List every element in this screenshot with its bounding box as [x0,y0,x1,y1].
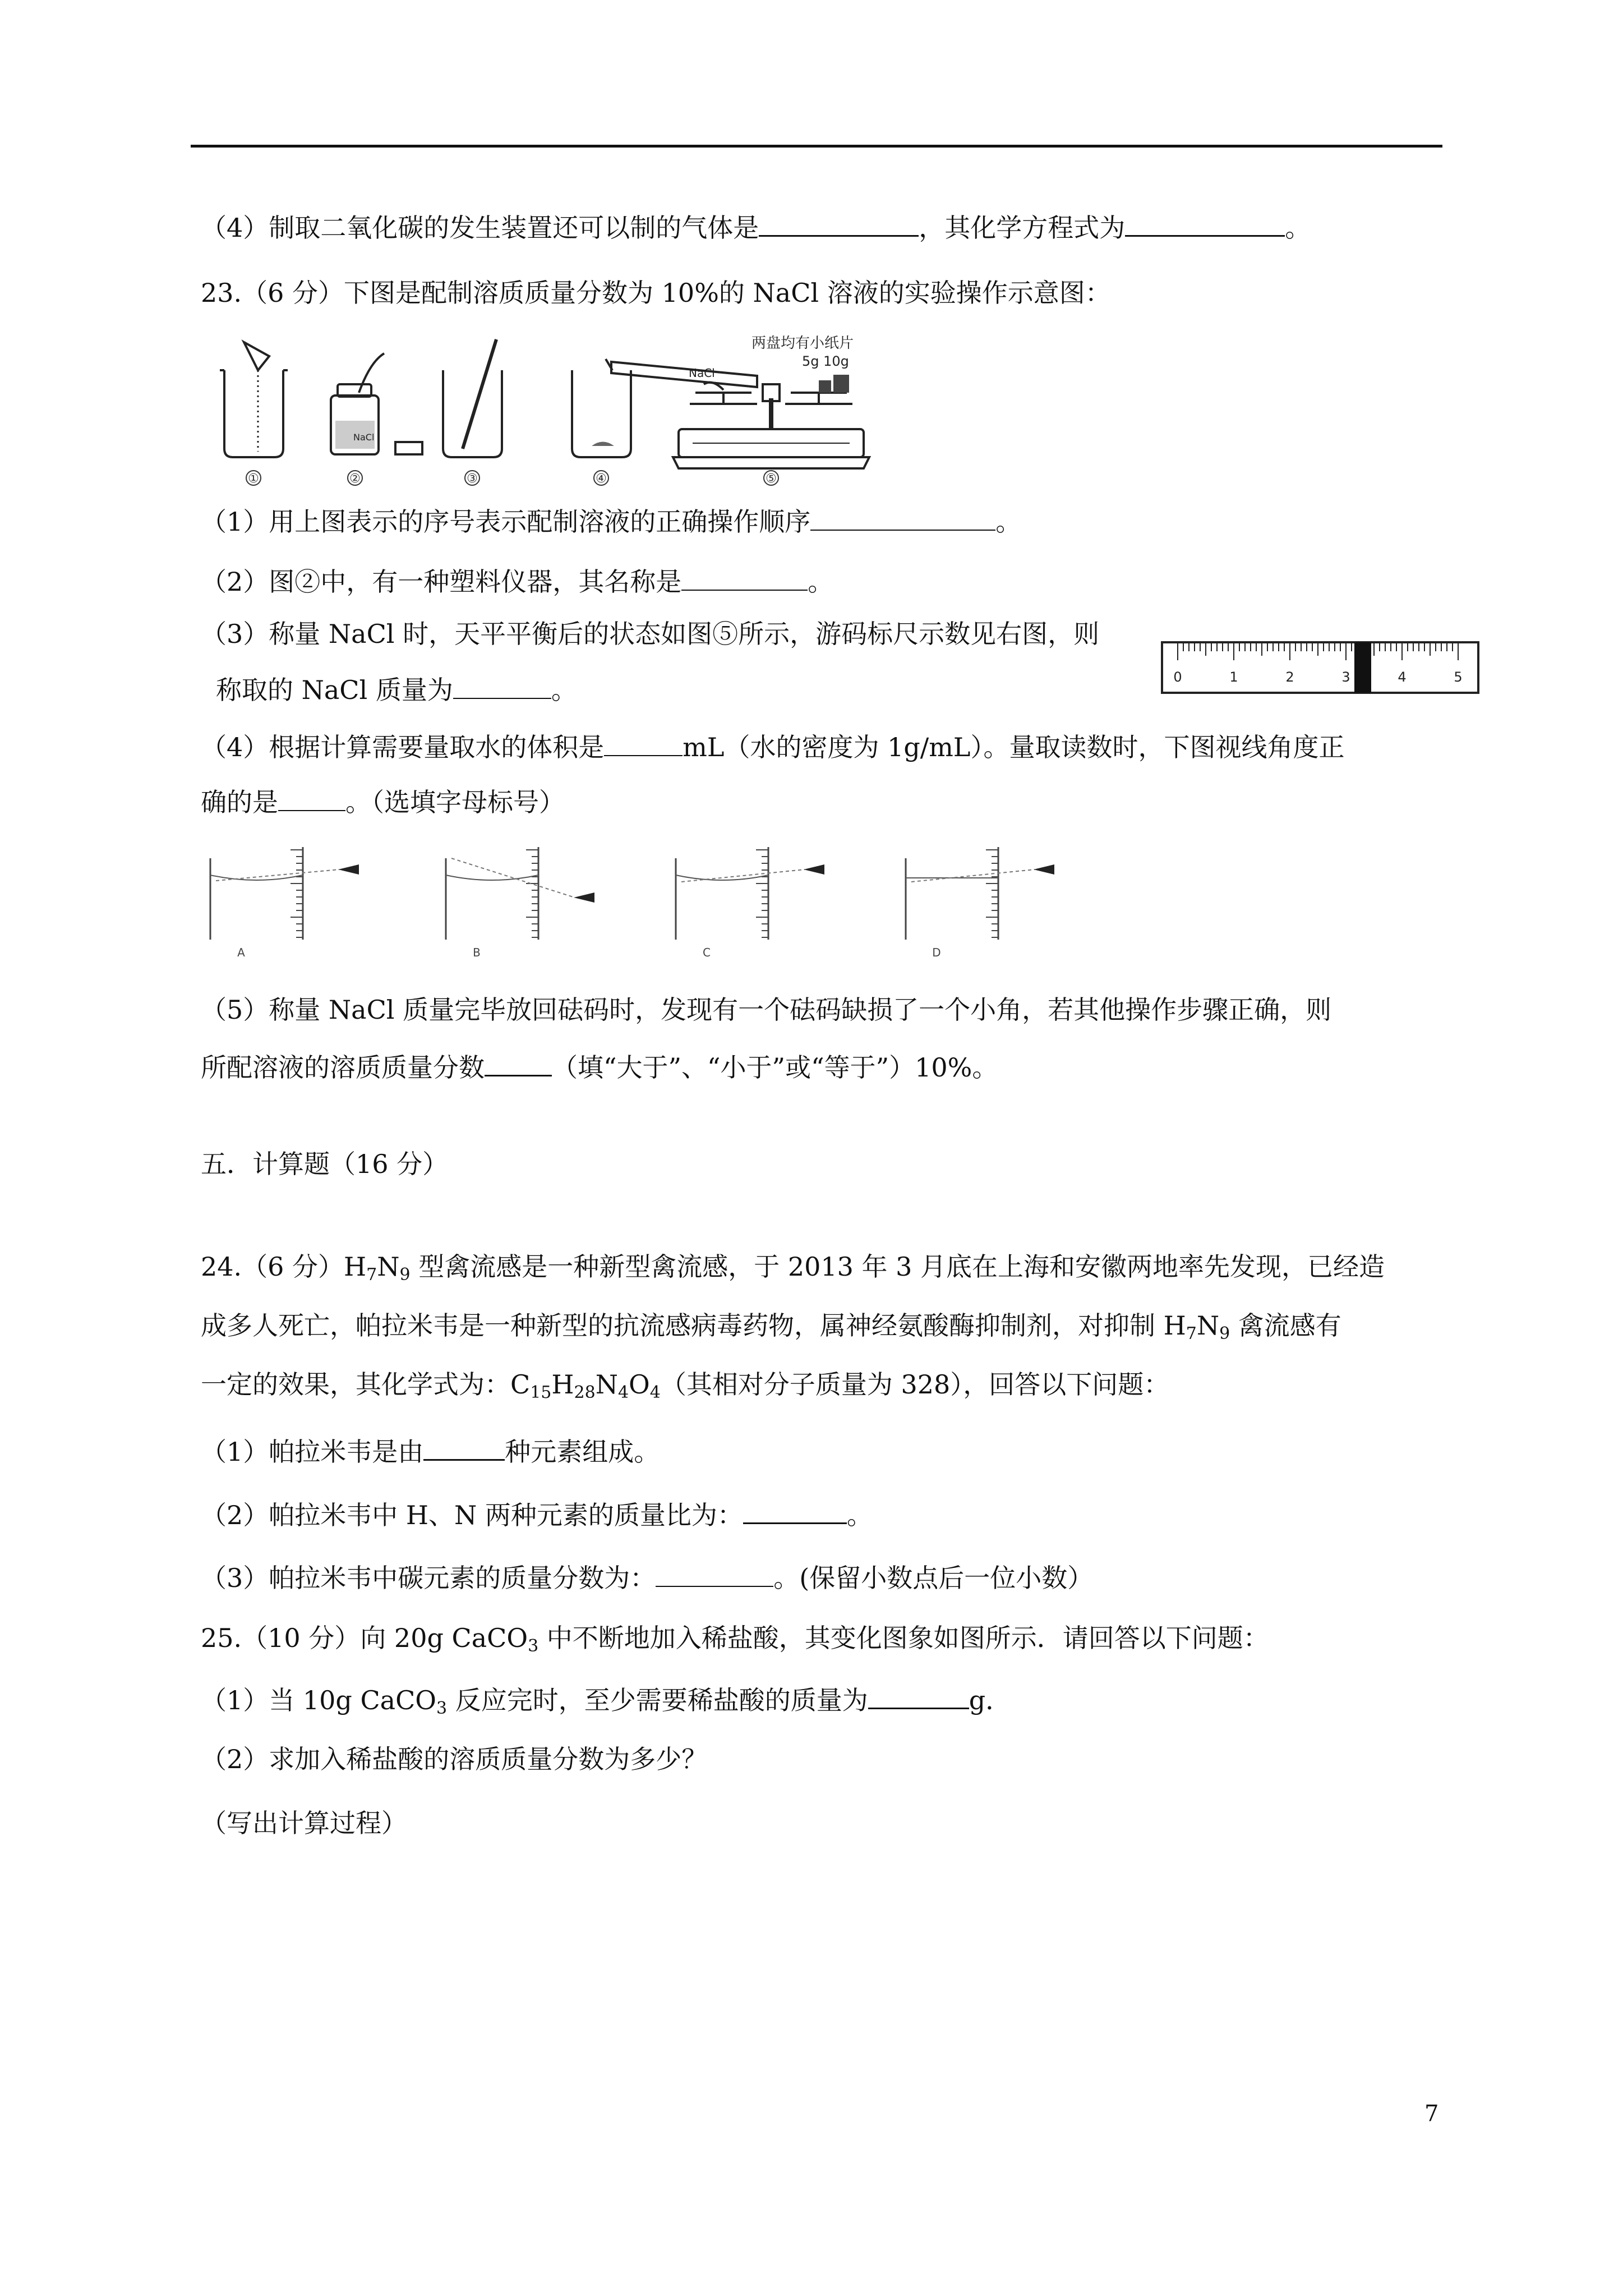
rider-scale-ruler [1161,637,1481,698]
answer-blank[interactable] [759,209,919,237]
cylinder-option-label: A [237,946,245,959]
balance-caption: 两盘均有小纸片 [751,335,854,352]
q23-part2: （2）图②中，有一种塑料仪器，其名称是 。 [201,564,833,599]
reagent-jar-icon [331,353,422,454]
q24-line1: 24.（6 分）$H_7N_9$ 型禽流感是一种新型禽流感，于 2013 年 3 月底在上海和安徽两地率先发现，已经造 [201,1251,1385,1285]
answer-blank[interactable] [656,1560,773,1587]
q23-part5-line1: （5）称量 NaCl 质量完毕放回砝码时，发现有一个砝码缺损了一个小角，若其他操作步骤正确，则 [201,995,1332,1025]
cylinder-option-label: C [703,946,711,959]
step-number: ① [248,472,259,486]
q24-part3: （3）帕拉米韦中碳元素的质量分数为： 。(保留小数点后一位小数） [201,1560,1093,1595]
section-5-title: 五．计算题（16 分） [201,1149,449,1179]
step-number: ③ [467,472,478,486]
page-number: 7 [1424,2101,1439,2127]
q22-part4: （4）制取二氧化碳的发生装置还可以制的气体是 ，其化学方程式为 。 [201,209,1311,245]
q23-title: 23.（6 分）下图是配制溶质质量分数为 10%的 NaCl 溶液的实验操作示意图： [201,278,1111,308]
answer-blank[interactable] [868,1682,969,1709]
nacl-label: NaCl [689,366,715,380]
balance-icon [673,375,869,468]
q24-line3: 一定的效果，其化学式为：$C_{15}H_{28}N_4O_4$（其相对分子质量为 328），回答以下问题： [201,1369,1170,1402]
beaker-pouring-icon [220,342,288,457]
step-number: ⑤ [766,472,777,486]
q23-part4-line1: （4）根据计算需要量取水的体积是 mL（水的密度为 1g/mL）。量取读数时，下图视线角度正 [201,729,1344,764]
answer-blank[interactable] [743,1497,847,1524]
ruler-tick-label: 3 [1341,669,1350,685]
answer-blank[interactable] [681,564,808,591]
ruler-tick-label: 0 [1173,669,1182,685]
q23-part5-line2: 所配溶液的溶质质量分数 （填“大于”、“小于”或“等于”）10%。 [201,1049,998,1084]
step-number: ② [349,472,361,486]
ruler-tick-label: 4 [1398,669,1407,685]
cylinder-option-a [210,847,359,959]
q25-part3: （写出计算过程） [201,1808,407,1838]
answer-blank[interactable] [485,1049,552,1076]
header-rule [191,145,1442,148]
beaker-cylinder-icon [572,359,757,457]
q23-part3-line1: （3）称量 NaCl 时，天平平衡后的状态如图⑤所示，游码标尺示数见右图，则 [201,619,1100,649]
rider [1354,642,1371,693]
answer-blank[interactable] [453,672,551,699]
answer-blank[interactable] [423,1433,505,1461]
q24-line2: 成多人死亡，帕拉米韦是一种新型的抗流感病毒药物，属神经氨酸酶抑制剂，对抑制 $H_7N_9$ 禽流感有 [201,1310,1341,1343]
q24-part2: （2）帕拉米韦中 H、N 两种元素的质量比为： 。 [201,1497,873,1532]
cylinder-reading-options [202,847,1099,959]
answer-blank[interactable] [604,729,683,756]
q25-line1: 25.（10 分）向 20g CaCO$_3$ 中不断地加入稀盐酸，其变化图象如图所示．请回答以下问题： [201,1623,1269,1656]
q23-part4-line2: 确的是 。（选填字母标号） [201,784,565,819]
q24-part1: （1）帕拉米韦是由 种元素组成。 [201,1433,660,1469]
answer-blank[interactable] [278,784,345,811]
answer-blank[interactable] [810,504,995,531]
cylinder-option-label: B [473,946,481,959]
answer-blank[interactable] [1125,209,1285,237]
cylinder-option-label: D [932,946,941,959]
ruler-tick-label: 1 [1229,669,1238,685]
q23-part3-line2: 称取的 NaCl 质量为 。 [216,672,577,707]
q23-part1: （1）用上图表示的序号表示配制溶液的正确操作顺序 。 [201,504,1021,539]
q25-part1: （1）当 10g CaCO$_3$ 反应完时，至少需要稀盐酸的质量为 g． [201,1682,1011,1717]
q23-experiment-figure [191,331,998,494]
jar-label: NaCl [353,432,375,443]
cylinder-option-c [676,847,824,959]
cylinder-option-d [906,847,1054,959]
cylinder-option-b [446,847,594,959]
weights-label: 5g 10g [802,353,849,369]
q25-part2: （2）求加入稀盐酸的溶质质量分数为多少？ [201,1744,708,1774]
ruler-tick-label: 2 [1285,669,1294,685]
step-number: ④ [596,472,607,486]
beaker-stirring-icon [443,339,502,457]
ruler-tick-label: 5 [1454,669,1463,685]
